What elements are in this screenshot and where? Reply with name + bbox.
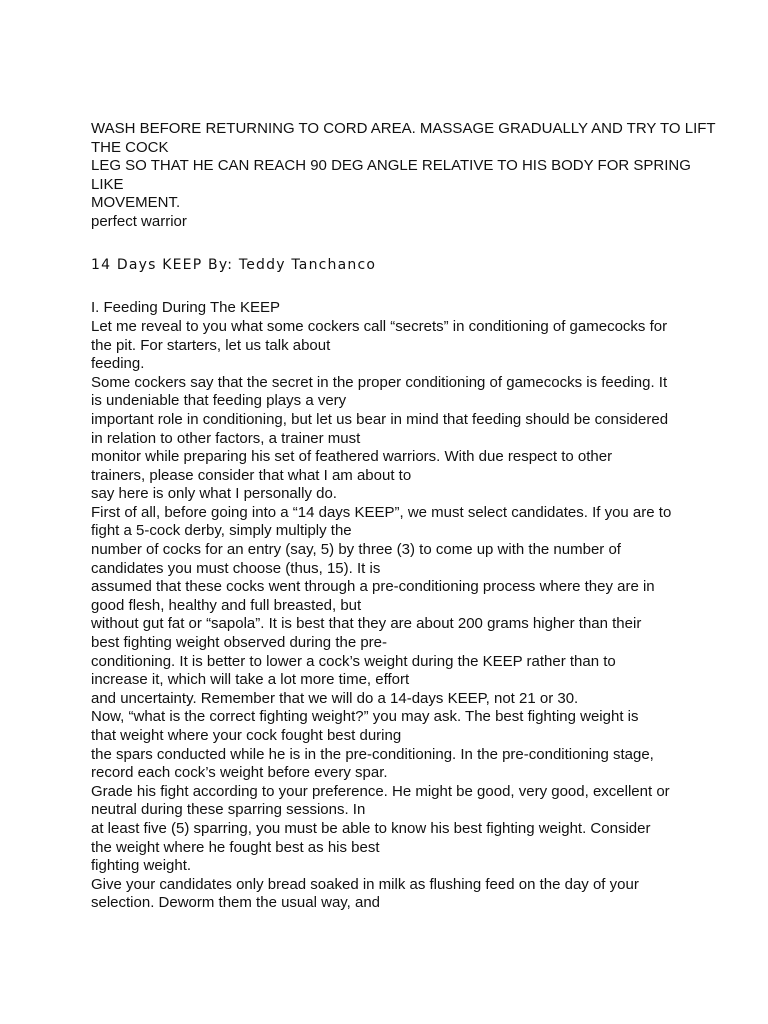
blank-line xyxy=(91,232,691,251)
text-line: at least five (5) sparring, you must be able to know his best fighting weight. Consider xyxy=(91,819,651,837)
intro-line: perfect warrior xyxy=(91,212,187,230)
intro-block xyxy=(91,120,716,232)
text-line: record each cock’s weight before every spar. xyxy=(91,764,388,782)
text-line: increase it, which will take a lot more time, effort xyxy=(91,671,410,689)
document-body xyxy=(91,120,716,913)
intro-line: WASH BEFORE RETURNING TO CORD AREA. MASSAGE GRADUALLY AND TRY TO LIFT xyxy=(91,120,716,137)
text-line: good flesh, healthy and full breasted, but xyxy=(91,596,362,614)
text-line: best fighting weight observed during the pre- xyxy=(91,634,388,652)
text-line: Grade his fight according to your preference. He might be good, very good, excellent or xyxy=(91,782,670,800)
text-line: conditioning. It is better to lower a cock’s weight during the KEEP rather than to xyxy=(91,652,616,670)
intro-line: THE COCK xyxy=(91,138,169,156)
text-line: say here is only what I personally do. xyxy=(91,485,337,503)
blank-line xyxy=(91,281,691,300)
article-title: 14 Days KEEP By: Teddy Tanchanco xyxy=(91,257,377,274)
text-line: that weight where your cock fought best during xyxy=(91,727,402,744)
text-line: without gut fat or “sapola”. It is best that they are about 200 grams higher than their xyxy=(91,615,642,633)
text-line: the weight where he fought best as his best xyxy=(91,838,380,856)
section-heading: I. Feeding During The KEEP xyxy=(91,299,280,317)
text-line: Give your candidates only bread soaked in milk as flushing feed on the day of your xyxy=(91,875,639,893)
text-line: monitor while preparing his set of feathered warriors. With due respect to other xyxy=(91,448,613,466)
text-line: in relation to other factors, a trainer must xyxy=(91,429,361,447)
text-line: and uncertainty. Remember that we will do a 14-days KEEP, not 21 or 30. xyxy=(91,689,579,707)
text-line: assumed that these cocks went through a pre-conditioning process where they are in xyxy=(91,578,655,596)
text-line: the pit. For starters, let us talk about xyxy=(91,336,331,354)
text-line: candidates you must choose (thus, 15). It is xyxy=(91,559,381,577)
text-line: important role in conditioning, but let us bear in mind that feeding should be considered xyxy=(91,410,669,428)
text-line: fight a 5-cock derby, simply multiply the xyxy=(91,522,352,540)
text-line: First of all, before going into a “14 days KEEP”, we must select candidates. If you are to xyxy=(91,503,672,521)
text-line: the spars conducted while he is in the pre-conditioning. In the pre-conditioning stage, xyxy=(91,745,654,763)
text-line: is undeniable that feeding plays a very xyxy=(91,392,347,410)
intro-line: LIKE xyxy=(91,175,124,193)
text-line: Let me reveal to you what some cockers call “secrets” in conditioning of gamecocks for xyxy=(91,317,668,335)
text-line: selection. Deworm them the usual way, and xyxy=(91,894,381,912)
article-text xyxy=(91,318,691,913)
text-line: feeding. xyxy=(91,355,145,373)
text-line: fighting weight. xyxy=(91,857,192,875)
text-line: Now, “what is the correct fighting weight?” you may ask. The best fighting weight is xyxy=(91,708,639,726)
text-line: number of cocks for an entry (say, 5) by three (3) to come up with the number of xyxy=(91,541,621,559)
text-line: trainers, please consider that what I am about to xyxy=(91,466,412,484)
intro-line: MOVEMENT. xyxy=(91,194,181,212)
text-line: neutral during these sparring sessions. In xyxy=(91,801,366,819)
intro-line: LEG SO THAT HE CAN REACH 90 DEG ANGLE RELATIVE TO HIS BODY FOR SPRING xyxy=(91,157,691,175)
text-line: Some cockers say that the secret in the proper conditioning of gamecocks is feeding. It xyxy=(91,373,668,391)
